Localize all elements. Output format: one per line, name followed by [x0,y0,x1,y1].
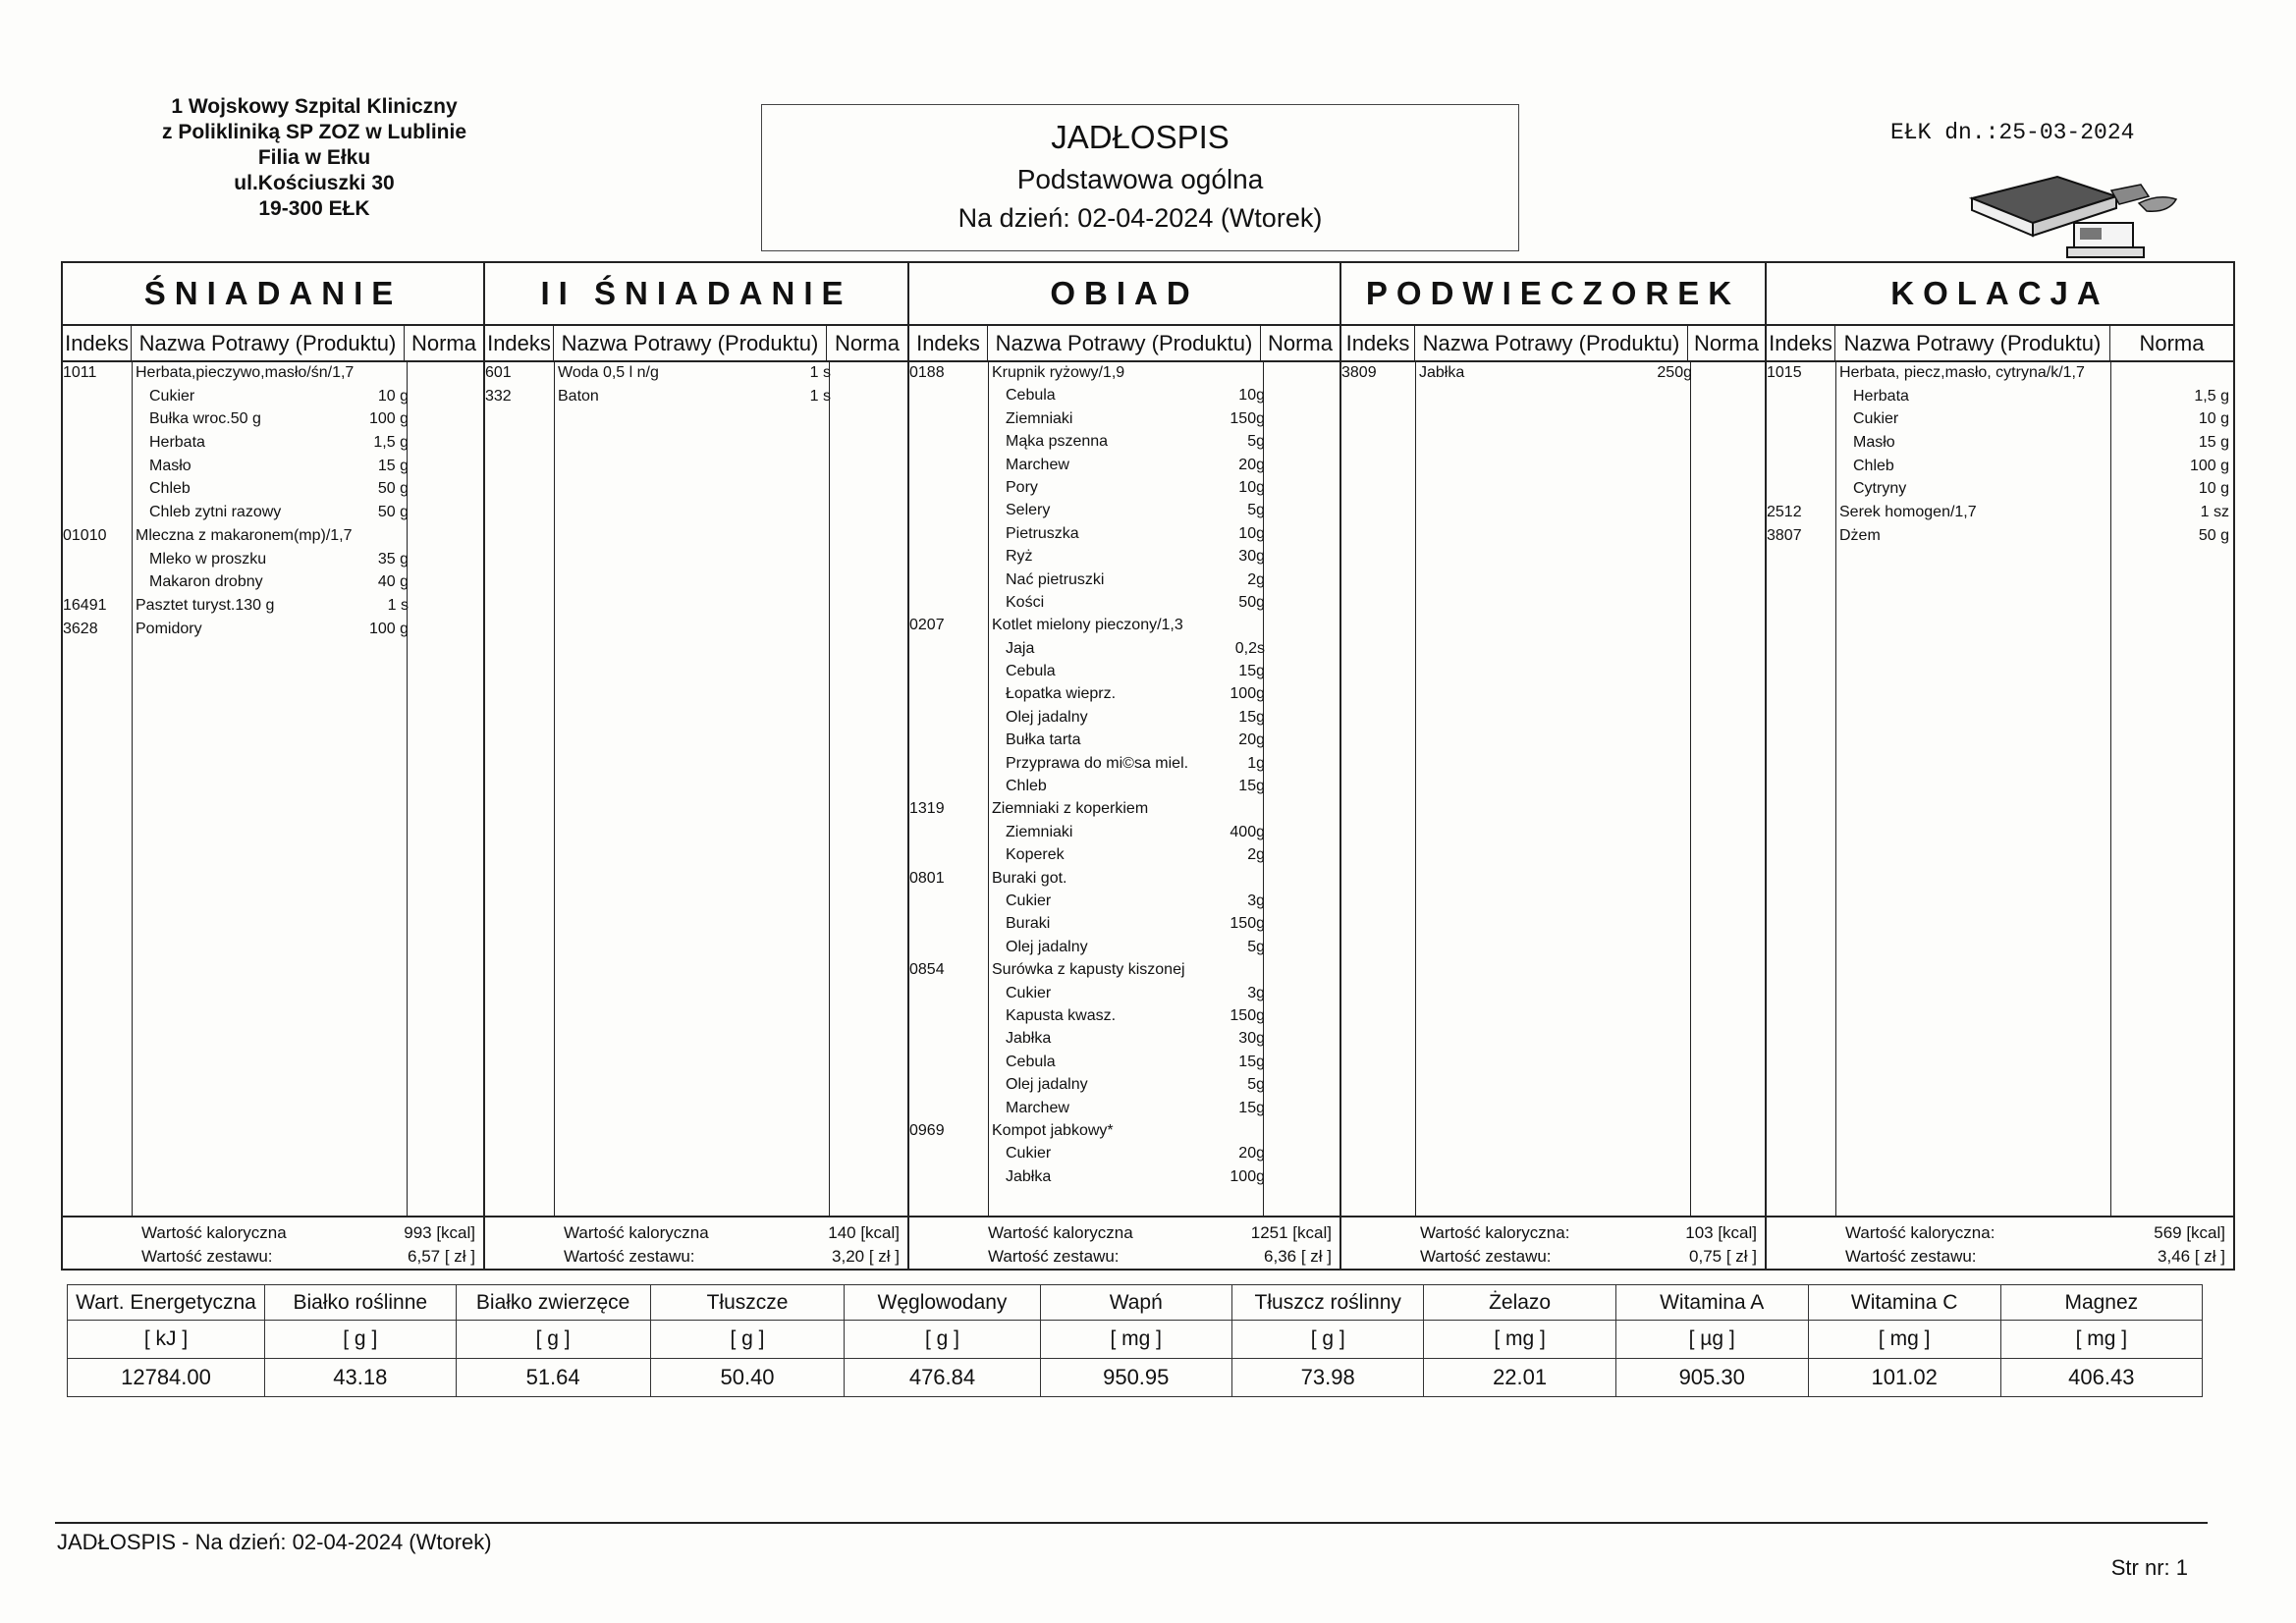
column-header-index: Indeks [485,326,554,360]
nutrient-unit: [ mg ] [2000,1321,2202,1359]
table-row [909,615,1339,637]
row-norm: 150g [1230,409,1265,427]
row-norm: 1g [1247,754,1265,772]
row-name: Masło [1853,434,1895,452]
meal-summary [485,1216,907,1272]
row-name: Mleczna z makaronem(mp)/1,7 [136,526,353,544]
row-norm: 5g [1247,502,1265,519]
nutrient-name: Białko zwierzęce [456,1285,650,1321]
nutrient-name: Węglowodany [845,1285,1040,1321]
row-norm: 1 sz [2200,504,2229,521]
hospital-line: z Polikliniką SP ZOZ w Lublinie [162,121,466,143]
row-norm: 100g [1230,1167,1265,1185]
row-name: Cytryny [1853,480,1907,498]
set-value: 0,75 [ zł ] [1689,1247,1757,1266]
row-name: Olej jadalny [1006,708,1088,726]
hospital-line: Filia w Ełku [257,146,371,169]
table-row [909,408,1339,431]
row-norm: 15g [1238,778,1265,795]
column-header-norm: Norma [1267,330,1333,355]
set-value: 3,46 [ zł ] [2158,1247,2225,1266]
column-header-index: Indeks [1341,326,1415,360]
nutrient-value: 476.84 [845,1359,1040,1397]
row-norm: 2g [1247,570,1265,588]
meal-section [63,263,485,1269]
row-index: 0188 [909,364,945,381]
row-norm: 10 g [377,387,409,405]
row-name: Chleb zytni razowy [149,504,282,521]
table-row [909,500,1339,522]
column-header-norm: Norma [2139,330,2205,355]
nutrient-name: Witamina A [1615,1285,1808,1321]
row-norm: 10g [1238,478,1265,496]
nutrient-value: 905.30 [1615,1359,1808,1397]
table-row [909,592,1339,615]
row-norm: 15g [1238,663,1265,680]
row-name: Buraki [1006,915,1051,933]
meal-title: KOLACJA [1767,263,2233,326]
row-name: Herbata [149,434,205,452]
table-row [909,891,1339,913]
row-name: Cukier [1006,892,1052,909]
nutrient-unit: [ g ] [650,1321,845,1359]
table-row [909,569,1339,592]
calorie-label: Wartość kaloryczna [564,1223,709,1242]
row-norm: 1,5 g [373,434,409,452]
nutrient-name: Wapń [1040,1285,1231,1321]
table-row [63,456,483,479]
table-row [63,386,483,409]
row-name: Jabłka [1006,1030,1052,1048]
nutrient-unit: [ mg ] [1040,1321,1231,1359]
row-name: Cukier [1006,984,1052,1001]
meal-rows [485,362,907,1216]
nutrient-unit: [ g ] [845,1321,1040,1359]
meal-title: ŚNIADANIE [63,263,483,326]
calorie-label: Wartość kaloryczna [988,1223,1133,1242]
column-header-index: Indeks [909,326,988,360]
row-norm: 50 g [377,480,409,498]
row-norm: 20g [1238,731,1265,749]
table-row [909,546,1339,568]
table-row [909,730,1339,752]
page-footer [55,1522,2208,1580]
table-row [909,1074,1339,1097]
row-name: Pasztet turyst.130 g [136,596,275,614]
hospital-address [137,94,491,222]
column-header-name: Nazwa Potrawy (Produktu) [1415,326,1688,360]
row-name: Chleb [1006,778,1047,795]
table-row [1767,386,2233,409]
table-row [909,798,1339,821]
row-name: Marchew [1006,456,1069,473]
row-index: 601 [485,364,512,381]
column-header-name: Nazwa Potrawy (Produktu) [1835,326,2110,360]
table-row [909,362,1339,385]
set-value-label: Wartość zestawu: [1420,1247,1552,1266]
nutrient-name: Magnez [2000,1285,2202,1321]
table-row [909,683,1339,706]
row-name: Serek homogen/1,7 [1839,504,1977,521]
column-header-index: Indeks [1767,326,1835,360]
row-name: Woda 0,5 l n/g [558,364,659,381]
row-norm: 1 s [387,596,409,614]
set-value: 3,20 [ zł ] [832,1247,900,1266]
row-name: Jabłka [1419,364,1465,381]
nutrient-value: 101.02 [1808,1359,2000,1397]
nutrient-value: 406.43 [2000,1359,2202,1397]
row-name: Pory [1006,478,1038,496]
table-row [909,1120,1339,1143]
table-row [1767,502,2233,525]
footer-text: JADŁOSPIS - Na dzień: 02-04-2024 (Wtorek) [57,1530,492,1554]
meal-title: II ŚNIADANIE [485,263,907,326]
row-norm: 50g [1238,593,1265,611]
table-row [1767,525,2233,549]
row-name: Masło [149,457,191,474]
nutrient-value: 950.95 [1040,1359,1231,1397]
calorie-value: 993 [kcal] [404,1223,475,1242]
row-norm: 400g [1230,823,1265,840]
calorie-value: 1251 [kcal] [1250,1223,1332,1242]
table-row [909,937,1339,959]
table-row [485,362,907,386]
table-row [63,595,483,619]
row-norm: 50 g [2198,526,2229,544]
row-name: Kotlet mielony pieczony/1,3 [992,617,1183,634]
row-name: Kompot jabkowy* [992,1121,1114,1139]
meal-rows [1341,362,1765,1216]
table-row [909,455,1339,477]
meal-summary [909,1216,1339,1272]
page-title: JADŁOSPIS [1051,119,1230,155]
set-value-label: Wartość zestawu: [1845,1247,1977,1266]
row-norm: 3g [1247,984,1265,1001]
column-headers [909,326,1339,362]
nutrient-value: 22.01 [1424,1359,1615,1397]
row-norm: 35 g [377,550,409,568]
row-name: Olej jadalny [1006,938,1088,955]
row-norm: 10 g [2198,480,2229,498]
row-norm: 2g [1247,846,1265,864]
row-name: Mleko w proszku [149,550,267,568]
row-norm: 40 g [377,573,409,591]
meal-section [485,263,909,1269]
row-norm: 10 g [2198,410,2229,428]
row-index: 0854 [909,961,945,979]
row-name: Buraki got. [992,869,1067,887]
row-name: Pomidory [136,620,202,637]
column-headers [1341,326,1765,362]
row-name: Jaja [1006,639,1035,657]
table-row [1767,456,2233,479]
table-row [909,1028,1339,1051]
row-norm: 100 g [368,410,409,428]
set-value: 6,36 [ zł ] [1264,1247,1332,1266]
nutrient-name: Tłuszcz roślinny [1231,1285,1424,1321]
row-name: Bułka wroc.50 g [149,410,261,428]
row-norm: 100 g [368,620,409,637]
row-norm: 250g [1657,364,1692,381]
row-norm: 15 g [377,457,409,474]
set-value-label: Wartość zestawu: [564,1247,695,1266]
row-name: Surówka z kapusty kiszonej [992,961,1185,979]
row-name: Ryż [1006,548,1033,566]
meal-section [1341,263,1767,1269]
row-norm: 150g [1230,915,1265,933]
nutrient-name: Tłuszcze [650,1285,845,1321]
nutrient-unit: [ mg ] [1424,1321,1615,1359]
row-norm: 5g [1247,433,1265,451]
table-row [1341,362,1765,386]
row-norm: 1 s [809,387,831,405]
row-index: 2512 [1767,504,1802,521]
set-value-label: Wartość zestawu: [141,1247,273,1266]
row-norm: 50 g [377,504,409,521]
row-name: Cukier [1006,1145,1052,1163]
table-row [1767,478,2233,502]
column-headers [485,326,907,362]
set-value: 6,57 [ zł ] [408,1247,475,1266]
row-norm: 10g [1238,524,1265,542]
table-row [909,959,1339,982]
row-norm: 5g [1247,1076,1265,1094]
meal-title: OBIAD [909,263,1339,326]
row-name: Pietruszka [1006,524,1079,542]
table-row [909,822,1339,844]
column-header-name: Nazwa Potrawy (Produktu) [554,326,827,360]
nutrient-unit: [ mg ] [1808,1321,2000,1359]
row-norm: 20g [1238,1145,1265,1163]
row-name: Herbata, piecz,masło, cytryna/k/1,7 [1839,364,2085,381]
calorie-label: Wartość kaloryczna: [1845,1223,1995,1242]
table-row [909,1052,1339,1074]
column-headers [63,326,483,362]
row-name: Ziemniaki z koperkiem [992,800,1149,818]
nutrient-name: Wart. Energetyczna [68,1285,265,1321]
nutrient-name: Żelazo [1424,1285,1615,1321]
table-row [63,549,483,572]
meal-summary [63,1216,483,1272]
row-norm: 15g [1238,1099,1265,1116]
table-row [909,1166,1339,1189]
row-name: Łopatka wieprz. [1006,685,1117,703]
table-row [63,432,483,456]
meal-summary [1767,1216,2233,1272]
row-norm: 30g [1238,548,1265,566]
column-header-norm: Norma [1693,330,1759,355]
nutrient-unit: [ g ] [264,1321,456,1359]
nutrition-table [67,1284,2203,1397]
book-computer-icon [1964,169,2190,267]
table-row [1767,432,2233,456]
nutrient-value: 12784.00 [68,1359,265,1397]
nutrient-unit: [ µg ] [1615,1321,1808,1359]
nutrient-value: 50.40 [650,1359,845,1397]
table-row [909,661,1339,683]
column-header-norm: Norma [410,330,476,355]
table-row [909,385,1339,407]
row-name: Baton [558,387,599,405]
column-headers [1767,326,2233,362]
table-row [909,638,1339,661]
menu-date: Na dzień: 02-04-2024 (Wtorek) [957,203,1323,233]
column-header-index: Indeks [63,326,132,360]
meal-title: PODWIECZOREK [1341,263,1765,326]
row-name: Jabłka [1006,1167,1052,1185]
row-norm: 10g [1238,387,1265,405]
row-norm: 150g [1230,1006,1265,1024]
nutrient-unit: [ kJ ] [68,1321,265,1359]
row-name: Krupnik ryżowy/1,9 [992,364,1125,381]
calorie-value: 103 [kcal] [1685,1223,1757,1242]
nutrient-name: Białko roślinne [264,1285,456,1321]
table-row [63,362,483,386]
row-norm: 100g [1230,685,1265,703]
column-header-name: Nazwa Potrawy (Produktu) [988,326,1261,360]
table-row [909,844,1339,867]
row-norm: 3g [1247,892,1265,909]
row-name: Przyprawa do mi©sa miel. [1006,754,1189,772]
row-name: Koperek [1006,846,1065,864]
column-header-name: Nazwa Potrawy (Produktu) [132,326,405,360]
row-index: 332 [485,387,512,405]
row-norm: 0,2s [1234,639,1265,657]
hospital-line: 1 Wojskowy Szpital Kliniczny [171,95,458,118]
diet-name: Podstawowa ogólna [1016,164,1264,194]
row-name: Selery [1006,502,1051,519]
row-index: 3628 [63,620,98,637]
table-row [909,1005,1339,1028]
row-index: 3807 [1767,526,1802,544]
row-name: Chleb [1853,457,1894,474]
row-name: Cukier [149,387,195,405]
row-name: Olej jadalny [1006,1076,1088,1094]
table-row [909,431,1339,454]
nutrient-value: 51.64 [456,1359,650,1397]
row-norm: 1 s [809,364,831,381]
row-name: Ziemniaki [1006,823,1073,840]
menu-table [61,261,2235,1271]
table-row [909,776,1339,798]
row-norm: 15g [1238,1053,1265,1070]
nutrient-value: 73.98 [1231,1359,1424,1397]
row-name: Kości [1006,593,1045,611]
table-row [63,478,483,502]
meal-section [1767,263,2233,1269]
table-row [63,408,483,432]
nutrient-unit: [ g ] [1231,1321,1424,1359]
row-name: Herbata [1853,387,1909,405]
row-name: Cukier [1853,410,1899,428]
row-norm: 100 g [2189,457,2229,474]
table-row [63,571,483,595]
table-row [63,502,483,525]
table-row [1767,362,2233,386]
row-index: 1011 [63,364,97,381]
table-row [485,386,907,409]
row-name: Mąka pszenna [1006,433,1109,451]
row-name: Dżem [1839,526,1881,544]
table-row [909,753,1339,776]
table-row [1767,408,2233,432]
print-date: EŁK dn.:25-03-2024 [1890,120,2135,145]
table-row [63,619,483,642]
row-index: 1015 [1767,364,1802,381]
row-name: Marchew [1006,1099,1069,1116]
table-row [909,477,1339,500]
row-name: Chleb [149,480,191,498]
nutrient-unit: [ g ] [456,1321,650,1359]
calorie-value: 140 [kcal] [828,1223,900,1242]
table-row [909,707,1339,730]
row-index: 16491 [63,596,107,614]
row-index: 0801 [909,869,945,887]
row-name: Ziemniaki [1006,409,1073,427]
meal-rows [63,362,483,1216]
meal-section [909,263,1341,1269]
table-row [909,868,1339,891]
table-row [63,525,483,549]
meal-rows [1767,362,2233,1216]
row-name: Cebula [1006,387,1056,405]
row-name: Nać pietruszki [1006,570,1105,588]
row-index: 1319 [909,800,945,818]
row-norm: 5g [1247,938,1265,955]
meal-rows [909,362,1339,1216]
row-norm: 20g [1238,456,1265,473]
row-name: Kapusta kwasz. [1006,1006,1117,1024]
row-name: Bułka tarta [1006,731,1081,749]
row-index: 0207 [909,617,945,634]
row-name: Cebula [1006,1053,1056,1070]
table-row [909,983,1339,1005]
hospital-line: 19-300 EŁK [258,197,370,220]
row-name: Makaron drobny [149,573,263,591]
row-norm: 15g [1238,708,1265,726]
page-number: Str nr: 1 [2110,1555,2188,1580]
calorie-value: 569 [kcal] [2154,1223,2225,1242]
column-header-norm: Norma [834,330,900,355]
title-box [761,104,1519,251]
row-name: Cebula [1006,663,1056,680]
hospital-line: ul.Kościuszki 30 [234,172,395,194]
row-index: 0969 [909,1121,945,1139]
calorie-label: Wartość kaloryczna [141,1223,287,1242]
meal-summary [1341,1216,1765,1272]
row-norm: 15 g [2198,434,2229,452]
set-value-label: Wartość zestawu: [988,1247,1120,1266]
nutrient-value: 43.18 [264,1359,456,1397]
row-norm: 30g [1238,1030,1265,1048]
row-index: 01010 [63,526,107,544]
row-name: Herbata,pieczywo,masło/śn/1,7 [136,364,355,381]
table-row [909,1143,1339,1165]
table-row [909,1098,1339,1120]
table-row [909,523,1339,546]
table-row [909,913,1339,936]
nutrient-name: Witamina C [1808,1285,2000,1321]
calorie-label: Wartość kaloryczna: [1420,1223,1570,1242]
row-norm: 1,5 g [2194,387,2229,405]
row-index: 3809 [1341,364,1377,381]
